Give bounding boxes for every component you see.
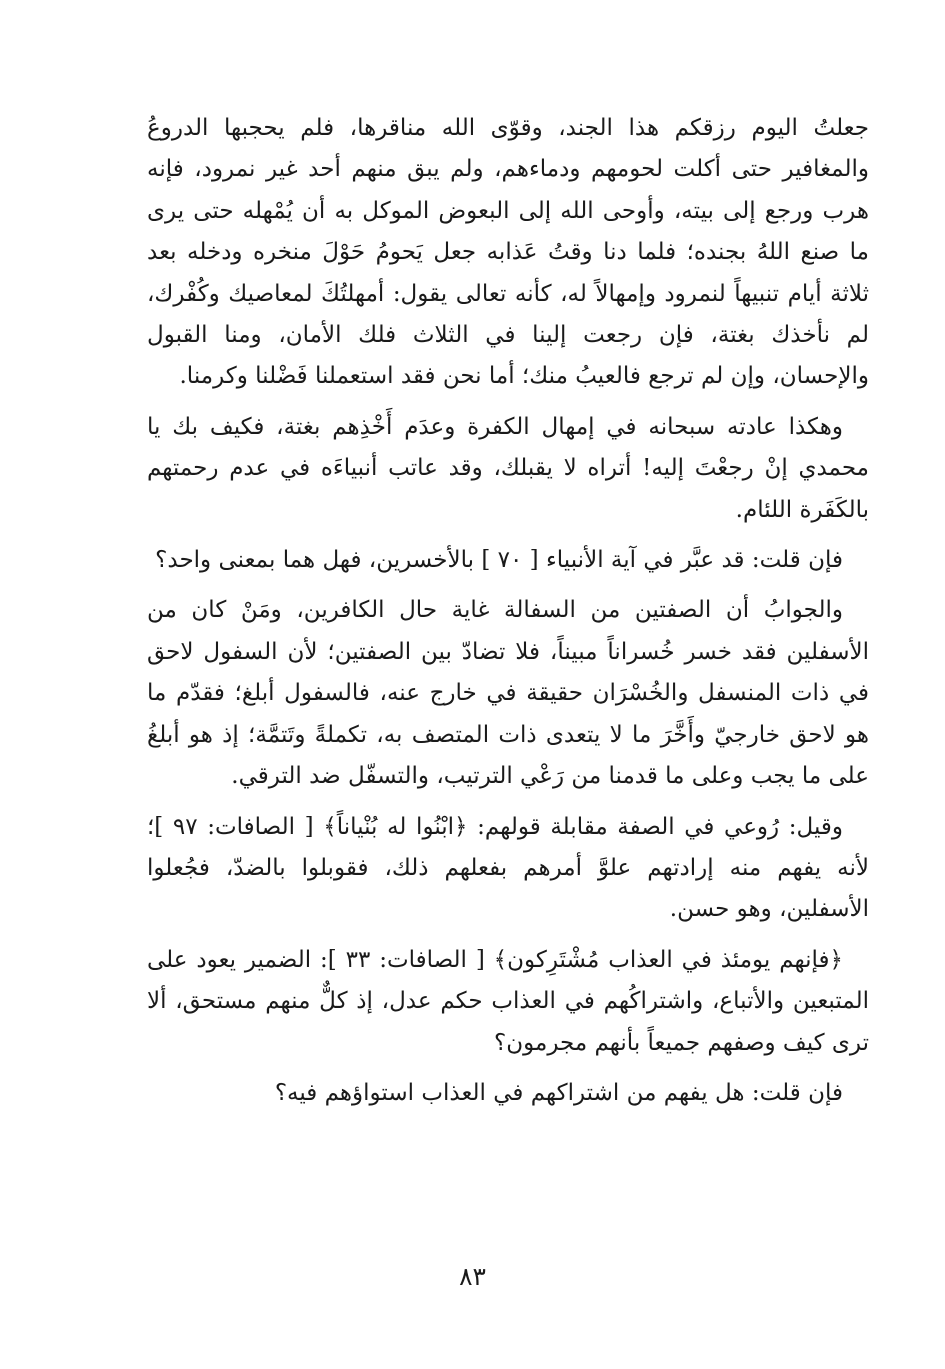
paragraph-5: وقيل: رُوعي في الصفة مقابلة قولهم: ﴿ابْنُوا له بُنْياناً﴾ [ الصافات: ٩٧ ]؛ لأنه يفهم منه إرادتهم علوَّ أمرهم بفعلهم ذلك، فقوبلوا بالضدّ، فجُعلوا الأسفلين، وهو حسن. xyxy=(147,813,869,923)
paragraph-3: فإن قلت: قد عبَّر في آية الأنبياء [ ٧٠ ] بالأخسرين، فهل هما بمعنى واحد؟ xyxy=(155,547,843,574)
paragraph-1: جعلتُ اليوم رزقكم هذا الجند، وقوّى الله مناقرها، فلم يحجبها الدروعُ والمغافير حتى أكلت لحومهم ودماءهم، ولم يبق منهم أحد غير نمرود، فإنه هرب ورجع إلى بيته، وأوحى الله إلى البعوض الموكل به أن يُمْهله حتى يرى ما صنع اللهُ بجنده؛ فلما دنا وقتُ عَذابه جعل يَحومُ حَوْلَ منخره ودخله بعد ثلاثة أيام تنبيهاً لنمرود وإمهالاً له، كأنه تعالى يقول: أمهلتُكَ لمعاصيك وكُفْرك، لم نأخذك بغتة، فإن رجعت إلينا في الثلاث فلك الأمان، ومنا القبول والإحسان، وإن لم ترجع فالعيبُ منك؛ أما نحن فقد استعملنا فَضْلنا وكرمنا. xyxy=(147,115,869,390)
page-number: ٨٣ xyxy=(459,1262,486,1291)
paragraph-7: فإن قلت: هل يفهم من اشتراكهم في العذاب استواؤهم فيه؟ xyxy=(274,1079,843,1106)
paragraph-2: وهكذا عادته سبحانه في إمهال الكفرة وعدَم أَخْذِهم بغتة، فكيف بك يا محمدي إنْ رجعْتَ إليه! أتراه لا يقبلك، وقد عاتب أنبياءَه في عدم رحمتهم بالكَفَرة اللئام. xyxy=(147,413,869,523)
body-text xyxy=(147,108,869,1123)
paragraph-4: والجوابُ أن الصفتين من السفالة غاية حال الكافرين، ومَنْ كان من الأسفلين فقد خسر خُسراناً مبيناً، فلا تضادّ بين الصفتين؛ لأن السفول لاحق في ذات المنسفل والخُسْرَان حقيقة في خارج عنه، فالسفول أبلغ؛ فقدّم ما هو لاحق خارجيّ وأَخَّرَ ما لا يتعدى ذات المتصف به، تكملةً وتَتمَّة؛ إذ هو أبلغُ على ما يجب وعلى ما قدمنا من رَعْي الترتيب، والتسفّل ضد الترقي. xyxy=(147,597,869,790)
paragraph-6: ﴿فإنهم يومئذ في العذاب مُشْتَرِكون﴾ [ الصافات: ٣٣ ]: الضمير يعود على المتبعين والأتباع، واشتراكُهم في العذاب حكم عدل، إذ كلٌّ منهم مستحق، ألا ترى كيف وصفهم جميعاً بأنهم مجرمون؟ xyxy=(147,946,869,1056)
